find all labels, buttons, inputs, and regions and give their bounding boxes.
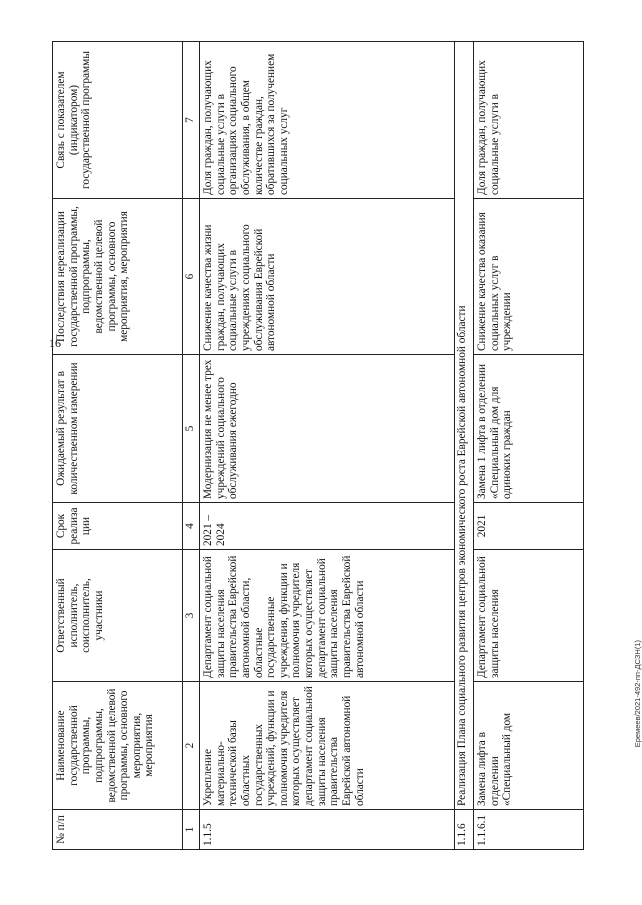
document-code: Еремеев/2021-492-пп-ДСЗН(1): [633, 640, 642, 748]
column-number: 1: [183, 810, 200, 850]
row-indicator: Доля граждан, получающих социальные услуги в организациях социального обслуживания, в общем количестве граждан, обратившихся за получением социальных услуг: [200, 42, 455, 199]
column-number: 7: [183, 42, 200, 199]
row-executor: Департамент социальной защиты населения: [474, 550, 584, 682]
row-indicator: Доля граждан, получающих социальные услуги в: [474, 42, 584, 199]
column-number: 5: [183, 355, 200, 503]
header-cell-executor: Ответственный исполнитель, соисполнитель, участники: [53, 550, 183, 682]
column-number-row: [183, 42, 200, 850]
table-header-row: [53, 42, 183, 850]
section-number: 1.1.6: [455, 810, 474, 850]
header-cell-number: № п/п: [53, 810, 183, 850]
rotated-table-container: [52, 42, 584, 850]
row-name: Замена лифта в отделении «Специальный дом: [474, 682, 584, 810]
row-result: Модернизация не менее трех учреждений социального обслуживания ежегодно: [200, 355, 455, 503]
row-period: 2021: [474, 503, 584, 550]
column-number: 6: [183, 199, 200, 355]
row-number: 1.1.6.1: [474, 810, 584, 850]
program-measures-table: [52, 41, 584, 850]
row-consequences: Снижение качества оказания социальных услуг в учреждении: [474, 199, 584, 355]
section-title: Реализация Плана социального развития центров экономического роста Еврейской автономной области: [455, 42, 474, 810]
page-number: 16: [49, 336, 61, 350]
column-number: 4: [183, 503, 200, 550]
row-executor: Департамент социальной защиты населения правительства Еврейской автономной области, областные государственные учреждения, функции и полномочия учредителя которых осуществляет департамент социальной защиты населения правительства Еврейской автономной области: [200, 550, 455, 682]
header-cell-indicator: Связь с показателем (индикатором) государственной программы: [53, 42, 183, 199]
table-row: [200, 42, 455, 850]
row-name: Укрепление материально-технической базы областных государственных учреждений, функции и полномочия учредителя которых осуществляет департамент социальной защиты населения правительства Еврейской автономной области: [200, 682, 455, 810]
table-row: [474, 42, 584, 850]
column-number: 3: [183, 550, 200, 682]
section-row: [455, 42, 474, 850]
row-number: 1.1.5: [200, 810, 455, 850]
header-cell-result: Ожидаемый результат в количественном измерении: [53, 355, 183, 503]
row-period: 2021 – 2024: [200, 503, 455, 550]
header-cell-period: Срок реализа ции: [53, 503, 183, 550]
header-cell-name: Наименование государственной программы, подпрограммы, ведомственной целевой программы, основного мероприятия, мероприятия: [53, 682, 183, 810]
row-result: Замена 1 лифта в отделении «Специальный дом для одиноких граждан: [474, 355, 584, 503]
header-cell-consequences: Последствия нереализации государственной программы, подпрограммы, ведомственной целевой программы, основного мероприятия, мероприятия: [53, 199, 183, 355]
column-number: 2: [183, 682, 200, 810]
row-consequences: Снижение качества жизни граждан, получающих социальные услуги в учреждениях социального обслуживания Еврейской автономной области: [200, 199, 455, 355]
